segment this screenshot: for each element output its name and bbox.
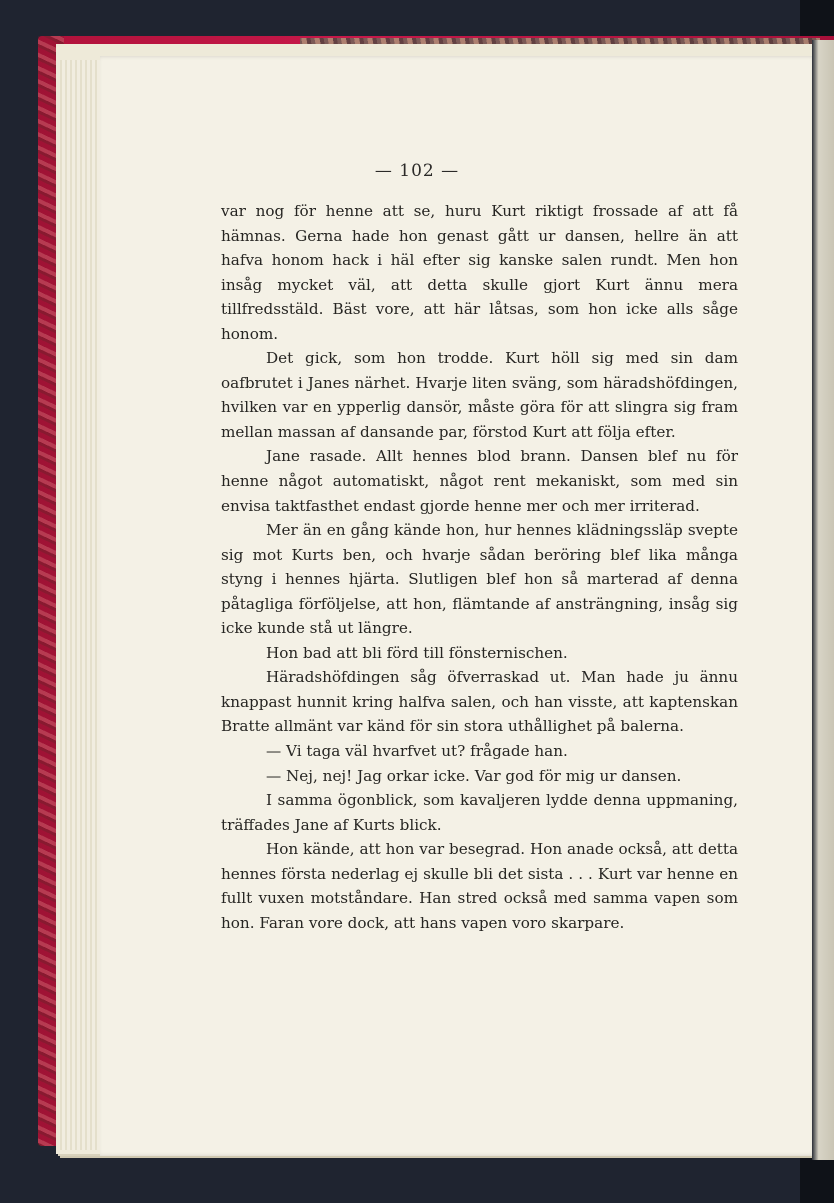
paragraph: Hon kände, att hon var besegrad. Hon anade också, att detta hennes första nederlag ej skulle bli det sista . . . Kurt var henne en fullt vuxen motståndare. Han stred också med samma vapen som hon. Faran vore dock, att hans vapen voro skarpare. (221, 840, 738, 932)
paragraph: — Vi taga väl hvarfvet ut? frågade han. (266, 742, 568, 761)
paragraph: Häradshöfdingen såg öfverraskad ut. Man hade ju ännu knappast hunnit kring halfva salen, och han visste, att kaptenskan Bratte allmänt var känd för sin stora uthållighet på balerna. (221, 668, 738, 736)
paragraph: Hon bad att bli förd till fönsternischen. (266, 643, 568, 662)
paragraph: Jane rasade. Allt hennes blod brann. Dansen blef nu för henne något automatiskt, något rent mekaniskt, som med sin envisa taktfasthet endast gjorde henne mer och mer irriterad. (221, 447, 738, 515)
paragraph: var nog för henne att se, huru Kurt riktigt frossade af att få hämnas. Gerna hade hon genast gått ur dansen, hellre än att hafva honom hack i häl efter sig kanske salen rundt. Men hon insåg mycket väl, att detta skulle gjort Kurt ännu mera tillfredsstäld. Bäst vore, att här låtsas, som hon icke alls såge honom. (221, 202, 738, 343)
paragraph: Det gick, som hon trodde. Kurt höll sig med sin dam oafbrutet i Janes närhet. Hvarje liten sväng, som häradshöfdingen, hvilken var en ypperlig dansör, måste göra för att slingra sig fram mellan massan af dansande par, förstod Kurt att följa efter. (221, 349, 738, 441)
paragraph: I samma ögonblick, som kavaljeren lydde denna uppmaning, träffades Jane af Kurts blick. (221, 791, 738, 834)
next-page-edge (812, 40, 834, 1160)
paragraph: Mer än en gång kände hon, hur hennes klädningssläp svepte sig mot Kurts ben, och hvarje sådan beröring blef lika många styng i hennes hjärta. Slutligen blef hon så marterad af denna påtagliga förföljelse, att hon, flämtande af ansträngning, insåg sig icke kunde stå ut längre. (221, 521, 738, 638)
body-text (221, 199, 738, 935)
paragraph: — Nej, nej! Jag orkar icke. Var god för mig ur dansen. (266, 766, 682, 785)
page-number: — 102 — (374, 161, 460, 181)
